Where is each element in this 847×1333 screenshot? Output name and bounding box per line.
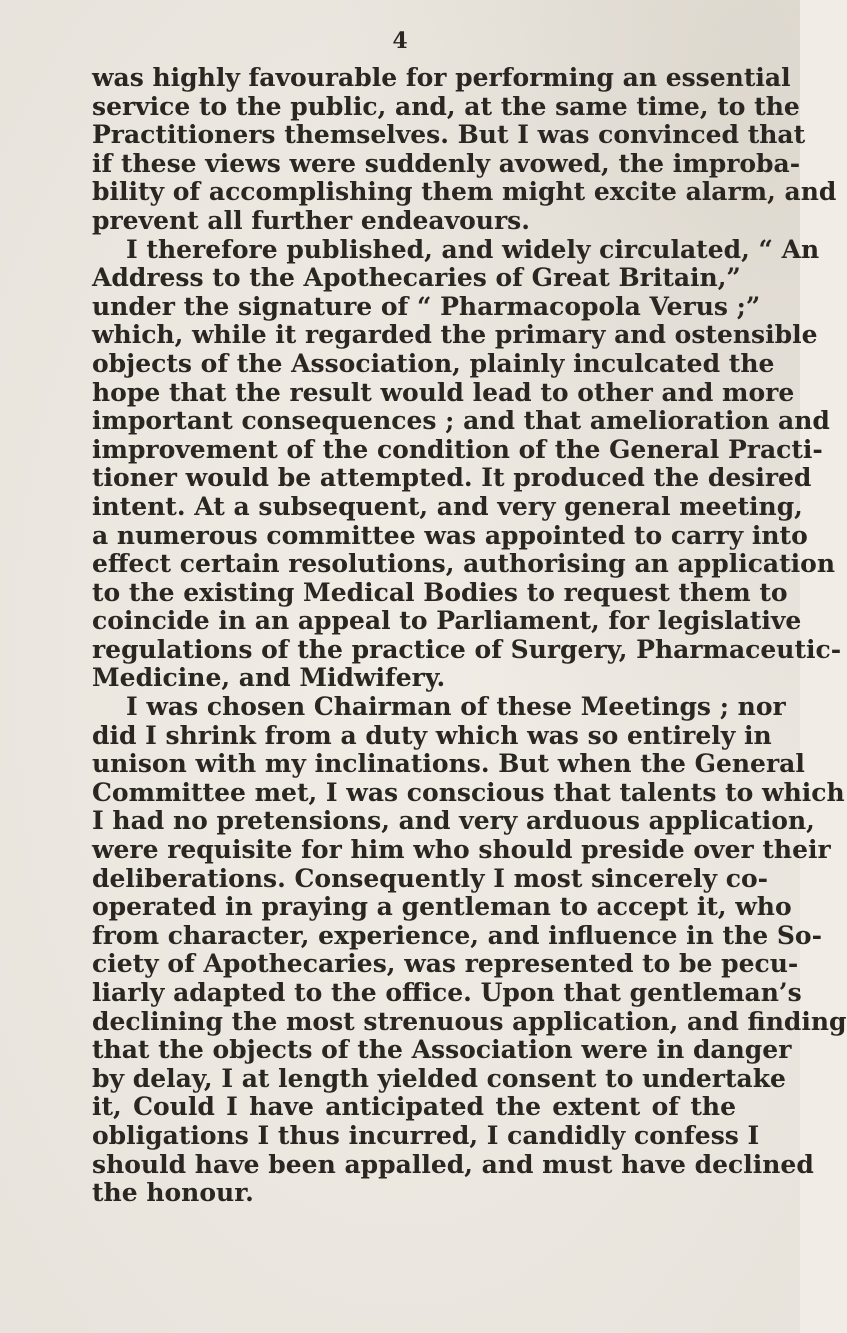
text-line: was highly favourable for performing an essential xyxy=(92,63,791,92)
text-line: deliberations. Consequently I most sincerely co- xyxy=(92,863,769,893)
text-line: which, while it regarded the primary and ostensible xyxy=(92,320,818,350)
text-line: unison with my inclinations. But when the General xyxy=(92,749,805,779)
text-line: Address to the Apothecaries of Great Britain,” xyxy=(92,263,741,293)
text-line: hope that the result would lead to other and more xyxy=(92,377,795,407)
text-line: operated in praying a gentleman to accept it, who xyxy=(92,892,792,922)
text-line: intent. At a subsequent, and very general meeting, xyxy=(92,491,803,521)
text-line: bility of accomplishing them might excite alarm, and xyxy=(92,177,837,207)
text-line: did I shrink from a duty which was so entirely in xyxy=(92,720,772,750)
text-line: service to the public, and, at the same time, to the xyxy=(92,91,800,121)
text-line: effect certain resolutions, authorising an application xyxy=(92,549,836,579)
body-text xyxy=(92,63,847,1208)
text-line: should have been appalled, and must have declined xyxy=(92,1149,814,1179)
text-line: coincide in an appeal to Parliament, for legislative xyxy=(92,606,802,636)
text-line: improvement of the condition of the General Practi- xyxy=(92,434,823,464)
text-line: under the signature of “ Pharmacopola Verus ;” xyxy=(92,291,761,321)
text-line: prevent all further endeavours. xyxy=(92,205,530,235)
text-line: by delay, I at length yielded consent to undertake xyxy=(92,1063,786,1093)
text-line: I was chosen Chairman of these Meetings ; nor xyxy=(126,692,786,722)
text-line: Practitioners themselves. But I was convinced that xyxy=(92,120,806,150)
text-line: declining the most strenuous application, and finding xyxy=(92,1006,847,1036)
text-line: tioner would be attempted. It produced the desired xyxy=(92,463,812,493)
text-line: if these views were suddenly avowed, the improba- xyxy=(92,148,801,178)
text-line: liarly adapted to the office. Upon that gentleman’s xyxy=(92,978,802,1007)
text-line: Medicine, and Midwifery. xyxy=(92,663,446,693)
text-line: important consequences ; and that amelioration and xyxy=(92,406,830,436)
text-line: regulations of the practice of Surgery, Pharmaceutic- xyxy=(92,634,842,664)
text-line: ciety of Apothecaries, was represented to be pecu- xyxy=(92,949,799,979)
text-line: to the existing Medical Bodies to request them to xyxy=(92,577,788,607)
text-line: I therefore published, and widely circulated, “ An xyxy=(126,234,820,264)
text-line: from character, experience, and influence in the So- xyxy=(92,920,822,950)
text-line: that the objects of the Association were in danger xyxy=(92,1035,792,1065)
text-line: obligations I thus incurred, I candidly confess I xyxy=(92,1120,760,1150)
text-line: were requisite for him who should preside over their xyxy=(92,835,831,865)
text-line: objects of the Association, plainly inculcated the xyxy=(92,348,775,378)
page-number: 4 xyxy=(392,28,408,54)
text-line: Committee met, I was conscious that talents to which xyxy=(92,777,845,807)
text-line: a numerous committee was appointed to carry into xyxy=(92,520,808,550)
text-line: the honour. xyxy=(92,1178,254,1208)
text-line: I had no pretensions, and very arduous application, xyxy=(92,806,815,836)
text-line: it, Could I have anticipated the extent of the xyxy=(92,1092,736,1122)
